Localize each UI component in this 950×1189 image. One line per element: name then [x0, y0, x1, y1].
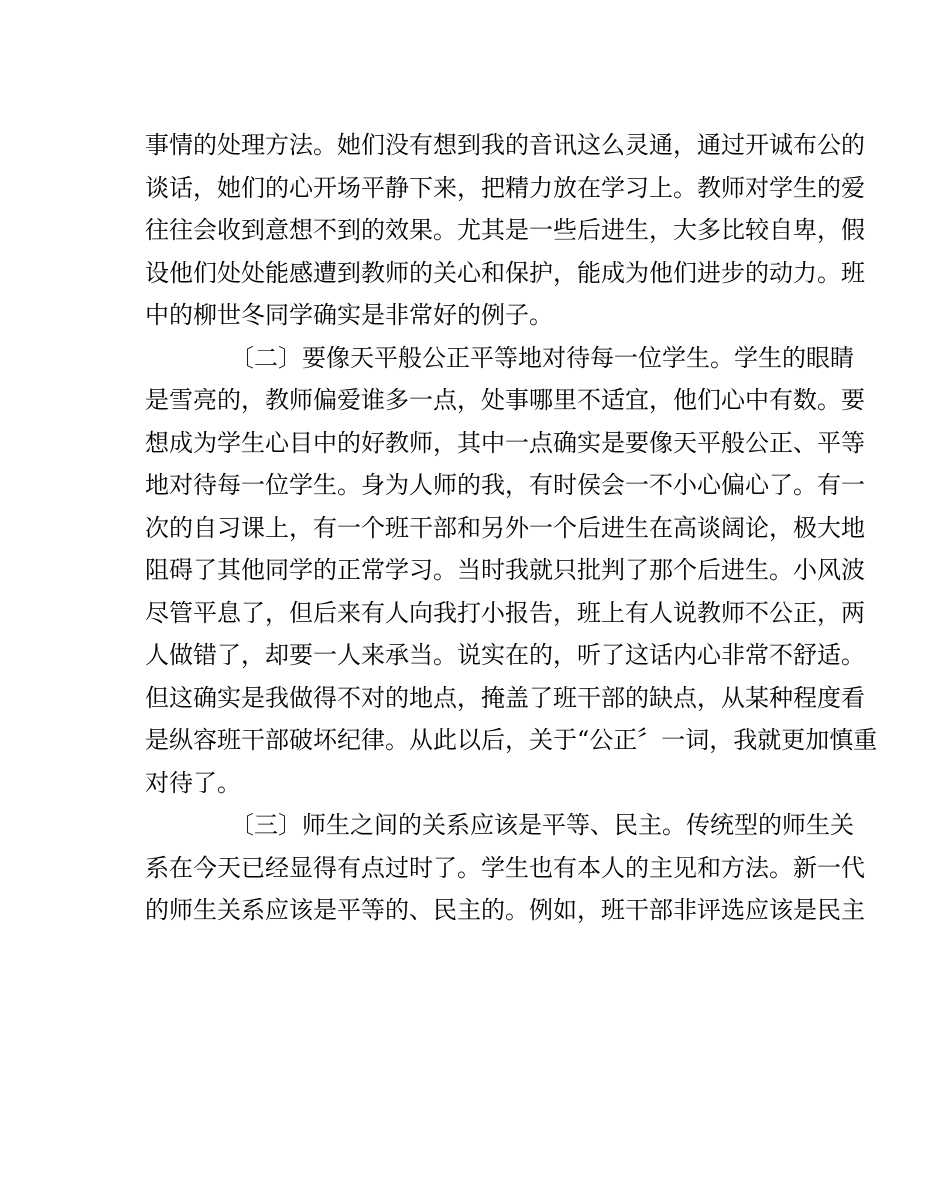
text-line: 地对待每一位学生。身为人师的我，有时侯会一不小心偏心了。有一: [145, 471, 865, 499]
text-line: 事情的处理方法。她们没有想到我的音讯这么灵通，通过开诚布公的: [145, 131, 865, 159]
text-line: 人做错了，却要一人来承当。说实在的，听了这话内心非常不舒适。: [145, 641, 865, 669]
text-line: 系在今天已经显得有点过时了。学生也有本人的主见和方法。新一代: [145, 853, 865, 882]
text-line: 次的自习课上，有一个班干部和另外一个后进生在高谈阔论，极大地: [145, 513, 865, 542]
text-line: 中的柳世冬同学确实是非常好的例子。: [145, 301, 553, 329]
text-line: 往往会收到意想不到的效果。尤其是一些后进生，大多比较自卑，假: [145, 216, 865, 244]
text-line: 谈话，她们的心开场平静下来，把精力放在学习上。教师对学生的爱: [145, 173, 865, 202]
section-heading-line: 〔三〕师生之间的关系应该是平等、民主。传统型的师生关: [230, 811, 854, 839]
text-line: 是纵容班干部破坏纪律。从此以后，关于“公正〞一词，我就更加慎重: [145, 726, 878, 754]
text-line: 阻碍了其他同学的正常学习。当时我就只批判了那个后进生。小风波: [145, 556, 865, 584]
text-line: 想成为学生心目中的好教师，其中一点确实是要像天平般公正、平等: [145, 428, 865, 457]
text-line: 尽管平息了，但后来有人向我打小报告，班上有人说教师不公正，两: [145, 598, 865, 627]
text-line: 对待了。: [145, 768, 241, 797]
section-heading-line: 〔二〕要像天平般公正平等地对待每一位学生。学生的眼睛: [230, 343, 854, 372]
body-text: [145, 124, 878, 932]
text-line: 设他们处处能感遭到教师的关心和保护，能成为他们进步的动力。班: [145, 258, 865, 287]
text-line: 是雪亮的，教师偏爱谁多一点，处事哪里不适宜，他们心中有数。要: [145, 386, 865, 414]
text-line: 但这确实是我做得不对的地点，掩盖了班干部的缺点，从某种程度看: [145, 683, 865, 712]
text-line: 的师生关系应该是平等的、民主的。例如，班干部非评选应该是民主: [145, 896, 865, 924]
